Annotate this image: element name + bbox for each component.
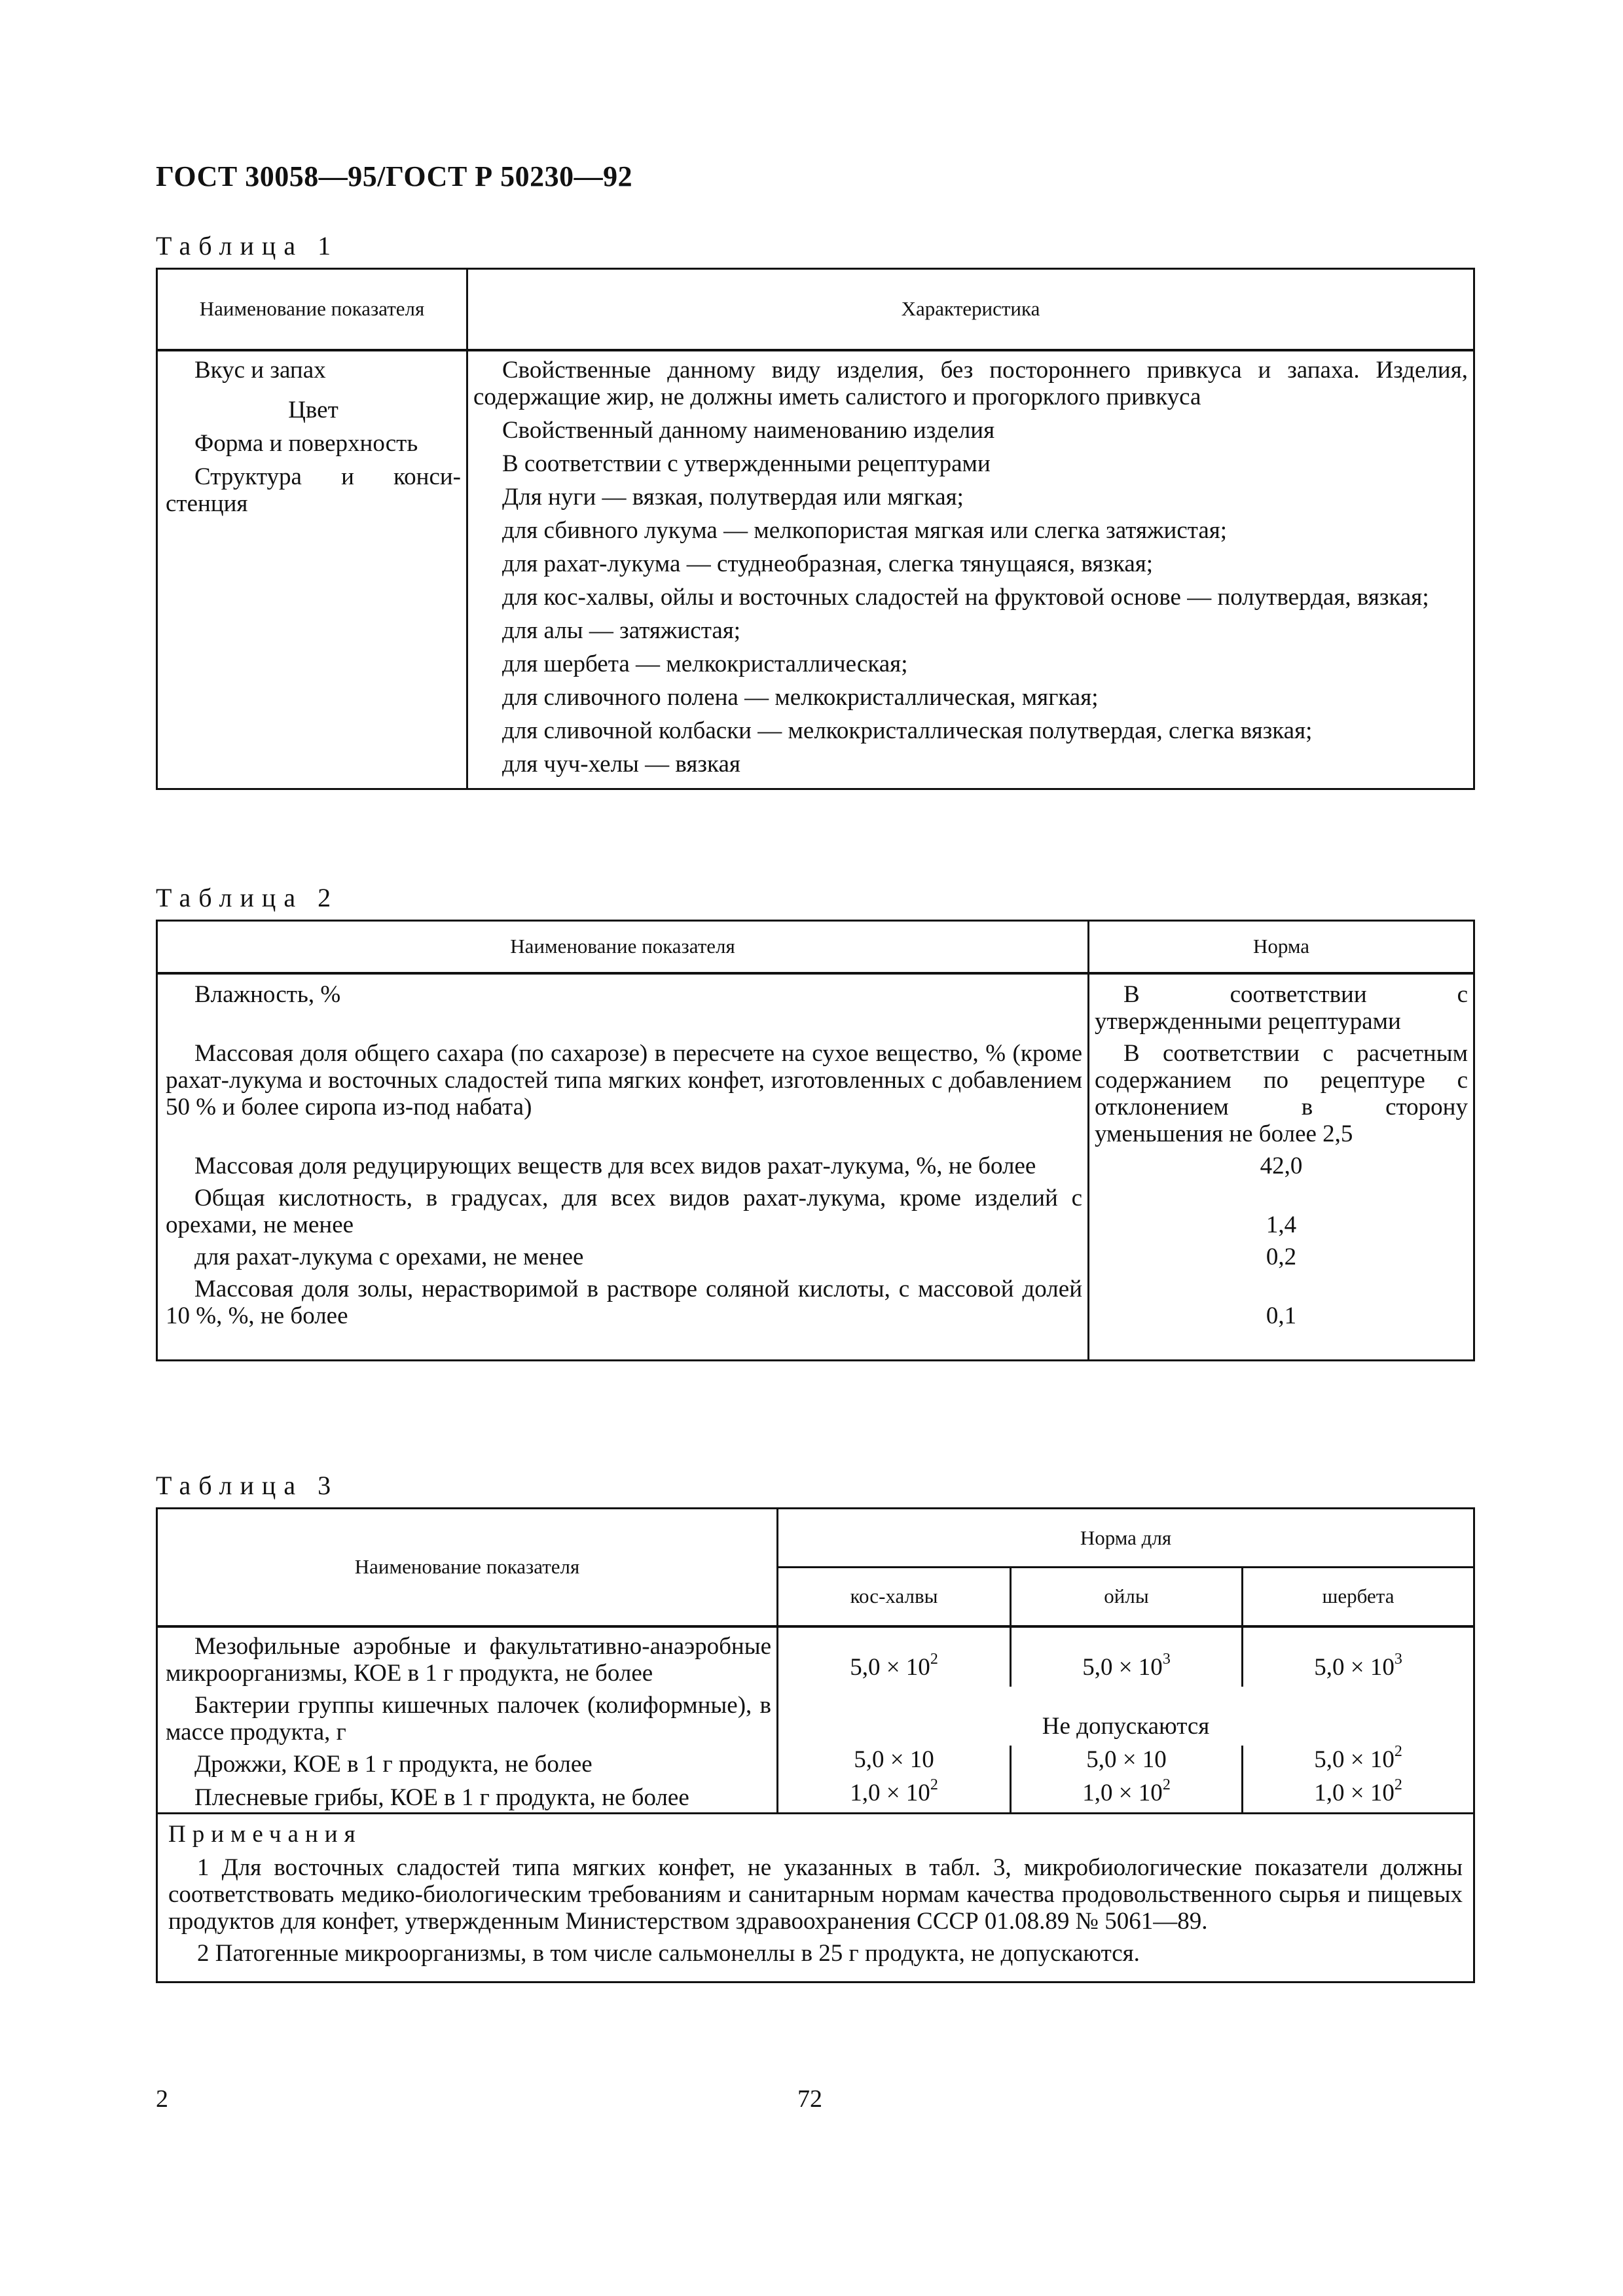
- table3-header-name: Наименование показателя: [157, 1509, 778, 1626]
- table2-row-value: 1,4: [1266, 1211, 1297, 1238]
- table3-row-name: Бактерии группы кишечных палочек (колиформные), в массе продукта, г: [166, 1691, 771, 1746]
- table3-row-name: Плесневые грибы, КОЕ в 1 г продукта, не более: [194, 1784, 689, 1811]
- table3-row-name: Дрожжи, КОЕ в 1 г продукта, не более: [194, 1750, 593, 1778]
- table1-row-name: Форма и поверхность: [194, 429, 418, 457]
- table3-cell: [1011, 1746, 1243, 1779]
- table3-caption: Таблица 3: [156, 1471, 339, 1500]
- table2-row-value: В соответствии с расчетным содержанием по рецептуре с отклонением в сторону уменьшения не более 2,5: [1095, 1039, 1468, 1147]
- table3-value-exp: 2: [930, 1650, 938, 1668]
- table2-row-name: Массовая доля редуцирующих веществ для всех видов рахат-лукума, %, не более: [194, 1152, 1036, 1179]
- table3-header-kos-halva: кос-халвы: [778, 1568, 1011, 1626]
- table3-value-exp: 3: [1162, 1650, 1171, 1668]
- table1-row-value: для сливочного полена — мелкокристаллическая, мягкая;: [502, 683, 1099, 711]
- table1-row-name: Вкус и запах: [194, 356, 326, 384]
- table1-row-value: Для нуги — вязкая, полутвердая или мягкая;: [502, 483, 964, 511]
- table3-value-base: 5,0 × 10: [1082, 1653, 1163, 1681]
- table2-row-value: В соответствии с утвержденными рецептурами: [1095, 980, 1468, 1035]
- note-item: 2 Патогенные микроорганизмы, в том числе сальмонеллы в 25 г продукта, не допускаются.: [197, 1939, 1140, 1967]
- notes-title: Примечания: [168, 1820, 362, 1848]
- table2-row-name: Влажность, %: [194, 980, 341, 1008]
- table3-header-sherbet: шербета: [1243, 1568, 1474, 1626]
- table2-header-name: Наименование показателя: [157, 921, 1089, 973]
- table3-cell: [1243, 1776, 1474, 1814]
- table3-cell: [1243, 1626, 1474, 1687]
- table1-row-value: для рахат-лукума — студнеобразная, слегка тянущаяся, вязкая;: [502, 550, 1154, 577]
- table1-row-name: Цвет: [288, 396, 338, 423]
- table1-row-value: для чуч-хелы — вязкая: [502, 750, 740, 778]
- table3-value-exp: 2: [1394, 1742, 1402, 1760]
- table1-row-value: для алы — затяжистая;: [502, 617, 741, 644]
- table3-row-name: Мезофильные аэробные и факультативно-анаэробные микроорганизмы, КОЕ в 1 г продукта, не более: [166, 1632, 771, 1687]
- document-header: ГОСТ 30058—95/ГОСТ Р 50230—92: [156, 160, 633, 192]
- table3-value-exp: 2: [1162, 1776, 1171, 1793]
- table2-row-name: Массовая доля общего сахара (по сахарозе) в пересчете на сухое вещество, % (кроме рахат-лукума и восточных сладостей типа мягких конфет, изготовленных с добавлением 50 % и более сиропа из-под набата): [166, 1039, 1082, 1121]
- table3-notes: [157, 1813, 1474, 1982]
- table1: [156, 268, 1475, 790]
- table3-value-exp: 3: [1394, 1650, 1402, 1668]
- table3-value-exp: 2: [930, 1776, 938, 1793]
- table2-row-value: 0,2: [1266, 1243, 1297, 1270]
- table3-value-base: 1,0 × 10: [850, 1779, 930, 1806]
- table2-caption: Таблица 2: [156, 883, 339, 912]
- table1-row-value: для сбивного лукума — мелкопористая мягкая или слегка затяжистая;: [502, 516, 1228, 544]
- table1-row-value: Свойственный данному наименованию изделия: [502, 416, 995, 444]
- note-item: 1 Для восточных сладостей типа мягких конфет, не указанных в табл. 3, микробиологические показатели должны соответствовать медико-биологическим требованиям и санитарным нормам качества продовольственного сырья и пищевых продуктов для конфет, утвержденным Министерством здравоохранения СССР 01.08.89 № 5061—89.: [168, 1854, 1463, 1935]
- table3-cell: [1243, 1742, 1474, 1779]
- table2-row-value: 0,1: [1266, 1302, 1297, 1329]
- table3-cell: [1011, 1776, 1243, 1814]
- table3: [156, 1507, 1475, 1983]
- table3-value-base: 5,0 × 10: [1086, 1746, 1167, 1773]
- table3-merged-cell: Не допускаются: [778, 1687, 1474, 1746]
- table3-cell: [778, 1746, 1011, 1779]
- table2-row-name: Массовая доля золы, нерастворимой в растворе соляной кислоты, с массовой долей 10 %, %, не более: [166, 1275, 1082, 1329]
- table3-value-base: 1,0 × 10: [1082, 1779, 1163, 1806]
- table2-row-name: для рахат-лукума с орехами, не менее: [194, 1243, 584, 1270]
- table3-cell: [778, 1776, 1011, 1814]
- table1-row-value: В соответствии с утвержденными рецептурами: [502, 450, 991, 477]
- table3-header-oyla: ойлы: [1011, 1568, 1243, 1626]
- page-number-center: 72: [797, 2085, 822, 2113]
- table3-cell: [778, 1626, 1011, 1687]
- table2-header-norm: Норма: [1089, 921, 1474, 973]
- table1-row-value: для кос-халвы, ойлы и восточных сладостей на фруктовой основе — полутвердая, вязкая;: [502, 583, 1429, 611]
- table1-caption: Таблица 1: [156, 231, 339, 260]
- table1-header-name: Наименование показателя: [157, 269, 467, 350]
- table3-value-base: 5,0 × 10: [850, 1653, 930, 1681]
- table2-row-value: 42,0: [1260, 1152, 1303, 1179]
- table1-row-value: Свойственные данному виду изделия, без постороннего привкуса и запаха. Изделия, содержащие жир, не должны иметь салистого и прогорклого привкуса: [473, 356, 1468, 410]
- table2-row-name: Общая кислотность, в градусах, для всех видов рахат-лукума, кроме изделий с орехами, не менее: [166, 1184, 1082, 1238]
- table3-value-exp: 2: [1394, 1776, 1402, 1793]
- page-number-left: 2: [156, 2085, 168, 2113]
- table3-value-base: 1,0 × 10: [1314, 1779, 1395, 1806]
- table1-header-characteristic: Характеристика: [467, 269, 1474, 350]
- table2: [156, 920, 1475, 1361]
- table1-row-value: для сливочной колбаски — мелкокристаллическая полутвердая, слегка вязкая;: [502, 717, 1313, 744]
- table3-cell: [1011, 1626, 1243, 1687]
- table3-header-group: Норма для: [778, 1509, 1474, 1568]
- table3-value-base: 5,0 × 10: [1314, 1746, 1395, 1773]
- table1-row-name: Структура и консистенция: [166, 463, 461, 517]
- table3-value-base: 5,0 × 10: [854, 1746, 934, 1773]
- table3-value-base: 5,0 × 10: [1314, 1653, 1395, 1681]
- table1-row-value: для шербета — мелкокристаллическая;: [502, 650, 908, 677]
